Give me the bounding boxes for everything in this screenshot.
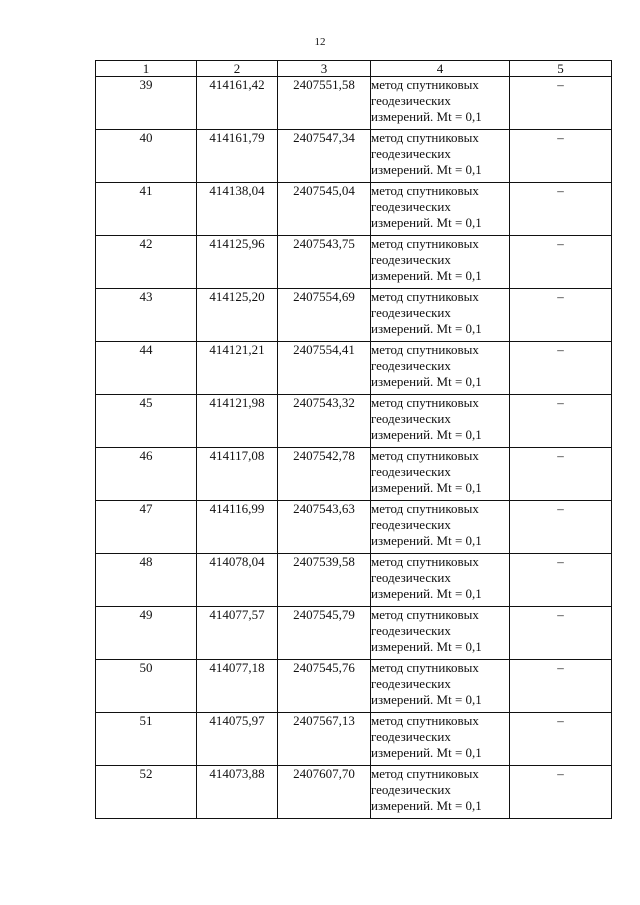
table-row bbox=[96, 130, 612, 183]
measurement-method: метод спутниковых геодезических измерений. Mt = 0,1 bbox=[371, 342, 510, 395]
measurement-method: метод спутниковых геодезических измерений. Mt = 0,1 bbox=[371, 395, 510, 448]
coordinate-y: 2407607,70 bbox=[278, 766, 371, 819]
point-number: 48 bbox=[96, 554, 197, 607]
point-number: 43 bbox=[96, 289, 197, 342]
point-number: 44 bbox=[96, 342, 197, 395]
point-number: 50 bbox=[96, 660, 197, 713]
accuracy-value: – bbox=[510, 501, 612, 554]
coordinate-y: 2407547,34 bbox=[278, 130, 371, 183]
coordinate-y: 2407554,69 bbox=[278, 289, 371, 342]
point-number: 41 bbox=[96, 183, 197, 236]
table-row bbox=[96, 766, 612, 819]
measurement-method: метод спутниковых геодезических измерений. Mt = 0,1 bbox=[371, 448, 510, 501]
accuracy-value: – bbox=[510, 130, 612, 183]
point-number: 42 bbox=[96, 236, 197, 289]
measurement-method: метод спутниковых геодезических измерений. Mt = 0,1 bbox=[371, 183, 510, 236]
coordinates-table bbox=[95, 60, 612, 819]
coordinate-y: 2407567,13 bbox=[278, 713, 371, 766]
coordinate-y: 2407543,32 bbox=[278, 395, 371, 448]
page-number: 12 bbox=[314, 36, 326, 48]
table-row bbox=[96, 342, 612, 395]
accuracy-value: – bbox=[510, 395, 612, 448]
table-row bbox=[96, 77, 612, 130]
point-number: 45 bbox=[96, 395, 197, 448]
coordinate-x: 414077,18 bbox=[197, 660, 278, 713]
measurement-method: метод спутниковых геодезических измерений. Mt = 0,1 bbox=[371, 130, 510, 183]
measurement-method: метод спутниковых геодезических измерений. Mt = 0,1 bbox=[371, 607, 510, 660]
accuracy-value: – bbox=[510, 554, 612, 607]
measurement-method: метод спутниковых геодезических измерений. Mt = 0,1 bbox=[371, 766, 510, 819]
accuracy-value: – bbox=[510, 607, 612, 660]
coordinate-x: 414116,99 bbox=[197, 501, 278, 554]
table-row bbox=[96, 660, 612, 713]
table-row bbox=[96, 448, 612, 501]
accuracy-value: – bbox=[510, 77, 612, 130]
table-row bbox=[96, 289, 612, 342]
table-row bbox=[96, 395, 612, 448]
coordinate-x: 414161,42 bbox=[197, 77, 278, 130]
coordinate-x: 414117,08 bbox=[197, 448, 278, 501]
coordinate-y: 2407539,58 bbox=[278, 554, 371, 607]
coordinate-y: 2407545,79 bbox=[278, 607, 371, 660]
column-header-1: 1 bbox=[96, 61, 197, 77]
table-row bbox=[96, 607, 612, 660]
accuracy-value: – bbox=[510, 289, 612, 342]
point-number: 52 bbox=[96, 766, 197, 819]
coordinate-x: 414077,57 bbox=[197, 607, 278, 660]
accuracy-value: – bbox=[510, 236, 612, 289]
coordinate-x: 414078,04 bbox=[197, 554, 278, 607]
table-row bbox=[96, 236, 612, 289]
point-number: 46 bbox=[96, 448, 197, 501]
coordinate-y: 2407542,78 bbox=[278, 448, 371, 501]
point-number: 39 bbox=[96, 77, 197, 130]
table-row bbox=[96, 713, 612, 766]
measurement-method: метод спутниковых геодезических измерений. Mt = 0,1 bbox=[371, 236, 510, 289]
coordinate-x: 414125,96 bbox=[197, 236, 278, 289]
table-header-row bbox=[96, 61, 612, 77]
point-number: 40 bbox=[96, 130, 197, 183]
coordinate-x: 414121,21 bbox=[197, 342, 278, 395]
coordinate-x: 414125,20 bbox=[197, 289, 278, 342]
column-header-3: 3 bbox=[278, 61, 371, 77]
table-row bbox=[96, 501, 612, 554]
coordinate-y: 2407554,41 bbox=[278, 342, 371, 395]
measurement-method: метод спутниковых геодезических измерений. Mt = 0,1 bbox=[371, 713, 510, 766]
coordinate-x: 414073,88 bbox=[197, 766, 278, 819]
measurement-method: метод спутниковых геодезических измерений. Mt = 0,1 bbox=[371, 501, 510, 554]
coordinate-y: 2407545,76 bbox=[278, 660, 371, 713]
column-header-4: 4 bbox=[371, 61, 510, 77]
point-number: 47 bbox=[96, 501, 197, 554]
accuracy-value: – bbox=[510, 660, 612, 713]
column-header-2: 2 bbox=[197, 61, 278, 77]
coordinate-x: 414121,98 bbox=[197, 395, 278, 448]
coordinate-x: 414138,04 bbox=[197, 183, 278, 236]
measurement-method: метод спутниковых геодезических измерений. Mt = 0,1 bbox=[371, 77, 510, 130]
accuracy-value: – bbox=[510, 766, 612, 819]
measurement-method: метод спутниковых геодезических измерений. Mt = 0,1 bbox=[371, 660, 510, 713]
column-header-5: 5 bbox=[510, 61, 612, 77]
coordinate-y: 2407543,75 bbox=[278, 236, 371, 289]
coordinate-x: 414161,79 bbox=[197, 130, 278, 183]
coordinate-y: 2407545,04 bbox=[278, 183, 371, 236]
table-row bbox=[96, 183, 612, 236]
accuracy-value: – bbox=[510, 342, 612, 395]
point-number: 49 bbox=[96, 607, 197, 660]
coordinate-y: 2407543,63 bbox=[278, 501, 371, 554]
measurement-method: метод спутниковых геодезических измерений. Mt = 0,1 bbox=[371, 554, 510, 607]
accuracy-value: – bbox=[510, 183, 612, 236]
accuracy-value: – bbox=[510, 448, 612, 501]
measurement-method: метод спутниковых геодезических измерений. Mt = 0,1 bbox=[371, 289, 510, 342]
coordinate-y: 2407551,58 bbox=[278, 77, 371, 130]
coordinate-x: 414075,97 bbox=[197, 713, 278, 766]
accuracy-value: – bbox=[510, 713, 612, 766]
point-number: 51 bbox=[96, 713, 197, 766]
table-row bbox=[96, 554, 612, 607]
